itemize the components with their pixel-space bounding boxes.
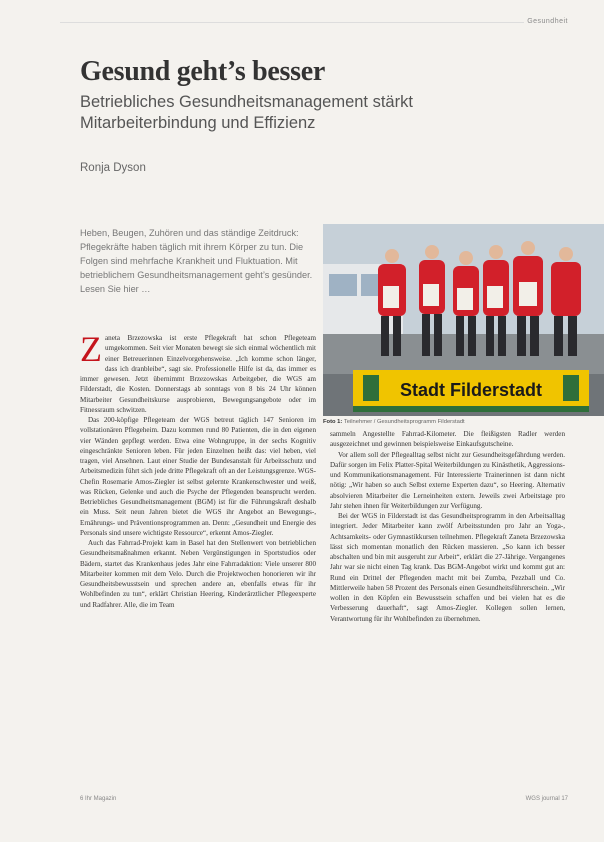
article-title: Gesund geht’s besser — [80, 56, 325, 87]
body-paragraph: Bei der WGS in Filderstadt ist das Gesundheitsprogramm in den Arbeitsalltag integriert. Jeder Mitarbeiter kann zwölf Arbeitsstunden pro Jahr an Yoga-, Achtsamkeits- oder Gymnastikkursen teilnehmen. Pflegekraft Zaneta Brzezowska lässt sich momentan monatlich den Rücken massieren. „So kann ich besser abschalten und bin mit ausgeruht zur Arbeit“, erklärt die 27-Jährige. Vergangenes Jahr war sie nicht einen Tag krank. Das BGM-Angebot wirkt und kommt gut an: Rund ein Drittel der Pflegenden macht mit bei Zumba, Pezzball und Co. Mittlerweile haben 58 Prozent des Personals einen Gesundheitsführerschein. „Wir wollen in den Köpfen ein Bewusstsein schaffen und bei vielen hat es die Verbesserung dauerhaft“, sagt Amos-Ziegler. Kollegen sollen lernen, Verantwortung für ihr Wohlbefinden zu übernehmen. — [330, 512, 565, 623]
author-byline: Ronja Dyson — [80, 162, 146, 174]
body-paragraph: Auch das Fahrrad-Projekt kam in Basel hat den Stellenwert von betrieblichen Gesundheitsmaßnahmen erkannt. Neben Vergünstigungen in Sportstudios oder Bädern, startet das Krankenhaus jedes Jahr eine Fahrradaktion: Viele unserer 800 Mitarbeiter kommen mit dem Velo. Durch die Projektwochen honorieren wir ihr Gesundheitsbewusstsein und sprechen andere an, ebenfalls etwas für ihr Wohlbefinden zu tun“, erklärt Christian Heering, Kinderärztlicher Pflegeexperte und Radfahrer. Alle, die im Team — [80, 539, 316, 609]
body-column-2 — [330, 429, 565, 624]
body-paragraph: Zaneta Brzezowska ist erste Pflegekraft hat schon Pflegeteam umgekommen. Seit vier Monaten bewegt sie sich einmal wöchentlich mit einer Betreuerinnen Einzelvorgehensweise. „Ich komme schon länger, dass ich dranbleibe“, sagt sie. Professionelle Hilfe ist da, das immer es immer gewesen. Jetzt übernimmt Brzezowskas Arbeitgeber, die WGS am Filderstadt, die Kosten. Donnerstags ab sonntags von 8 bis 24 Uhr können Mitarbeiter Gesundheitskurse ausprobieren, Bewegungsangebote oder im Fitnessraum schwitzen. — [80, 329, 316, 414]
caption-text: Teilnehmer / Gesundheitsprogramm Filderstadt — [343, 419, 465, 425]
photo-illustration — [323, 224, 604, 416]
footer-page-left: 6 Ihr Magazin — [80, 796, 117, 802]
body-paragraph: Das 200-köpfige Pflegeteam der WGS betreut täglich 147 Senioren im vollstationären Pflegeheim. Dazu kommen rund 80 Patienten, die in den eigenen vier Wänden gepflegt werden. Etwa eine Wohngruppe, in der sechs Kognitiv eingeschränkte Senioren leben. Für jeden Einzelnen heißt das: viel heben, viel tragen, viel Ansehnen. Laut einer Studie der Bundesanstalt für Arbeitsschutz und Arbeitsmedizin führt sich jede dritte Pflegekraft oft an der Leistungsgrenze. WGS-Chefin Rosemarie Amos-Ziegler ist selbst gelernte Krankenschwester und weiß, was Rücken, Gelenke und auch die Psyche der Pflegenden beansprucht werden. Betriebliches Gesundheitsmanagement (BGM) ist für die Führungskraft deshalb ein Muss. Seit neun Jahren bietet die WGS ihr Angebot an Bewegungs-, Ernährungs- und Präventionsprogrammen an. Denn: „Gesundheit und Energie des Personals sind unsere wichtigste Ressource“, erkennt Amos-Ziegler. — [80, 416, 316, 537]
body-paragraph: sammeln Angestellte Fahrrad-Kilometer. Die fleißigsten Radler werden ausgezeichnet und gewinnen beispielsweise Einkaufsgutscheine. — [330, 430, 565, 449]
section-header: Gesundheit — [527, 18, 568, 25]
drop-cap: Z — [80, 329, 102, 369]
header-rule — [60, 22, 524, 23]
footer-page-right: WGS journal 17 — [525, 796, 568, 802]
banner-text: Stadt Filderstadt — [399, 380, 543, 400]
photo-caption — [323, 419, 573, 425]
article-subtitle: Betriebliches Gesundheitsmanagement stärkt Mitarbeiterbindung und Effizienz — [80, 93, 413, 132]
body-paragraph: Vor allem soll der Pflegealltag selbst nicht zur Gesundheitsgefährdung werden. Dafür sorgen im Felix Platter-Spital Weiterbildungen zu Kinästhetik, Aggressions- und Kommunikationsmanagement. Für Interessierte Trainerinnen ist dann nicht nötig: „Wir haben so auch Selbst externe Experten dazu“, so Heering. Alternativ absolvieren Mitarbeiter die Lerneinheiten extern. Jeweils zwei Arbeitstage pro Jahr stehen ihnen für Weiterbildungen zur Verfügung. — [330, 450, 565, 510]
article-photo — [323, 224, 604, 416]
body-column-1 — [80, 329, 316, 610]
caption-label: Foto 1: — [323, 419, 343, 425]
intro-paragraph: Heben, Beugen, Zuhören und das ständige Zeitdruck: Pflegekräfte haben täglich mit ihrem Körper zu tun. Die Folgen sind mehrfache Krankheit und Fluktuation. Mit betrieblichem Gesundheitsmanagement geht’s gesünder. Lesen Sie hier … — [80, 228, 313, 294]
